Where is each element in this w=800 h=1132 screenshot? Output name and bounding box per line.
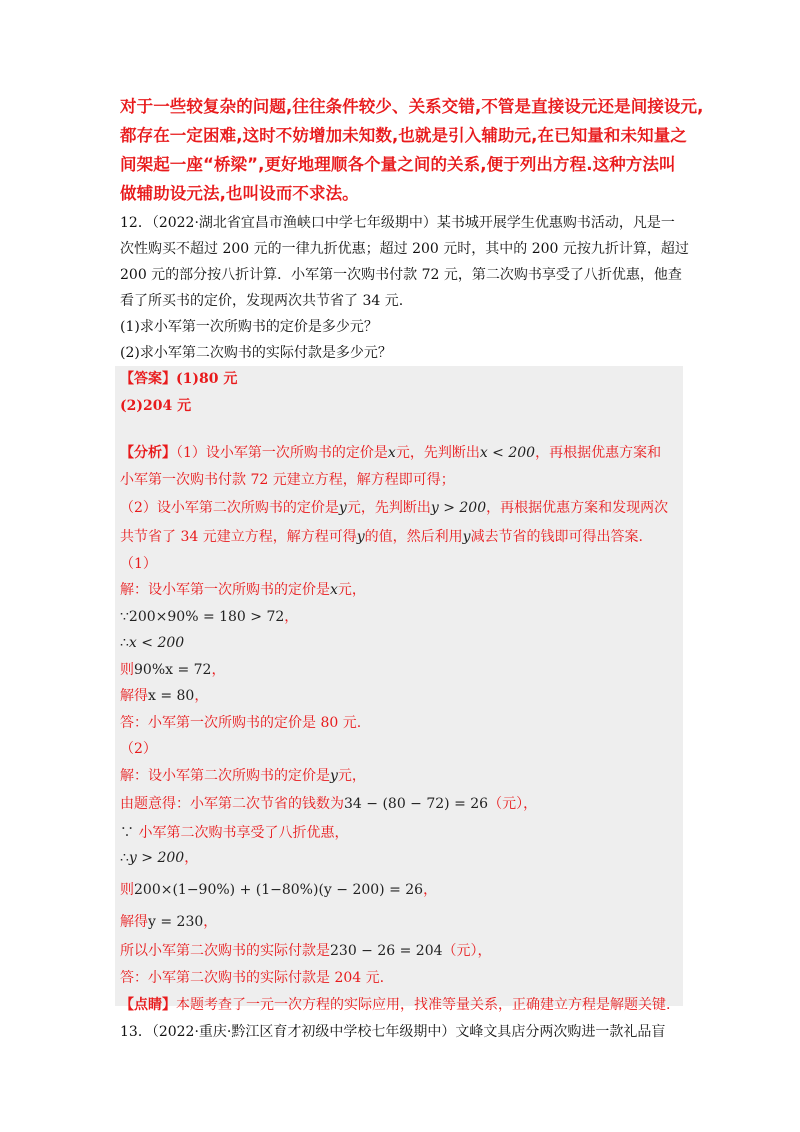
- math-var: x: [330, 582, 338, 598]
- analysis-text: 元，先判断出: [395, 445, 480, 461]
- solution-text: 解得: [120, 914, 148, 930]
- solution-text: 小军第二次购书享受了八折优惠，: [138, 825, 349, 841]
- math-var: y: [338, 500, 347, 516]
- solution-text: 解：设小军第一次所购书的定价是: [120, 582, 330, 598]
- intro-line: 都存在一定困难,这时不妨增加未知数,也就是引入辅助元,在已知量和未知量之: [120, 126, 687, 145]
- solution-text: ，: [423, 882, 438, 898]
- sol2-line-1: [120, 764, 366, 788]
- analysis-text: 减去节省的钱即可得出答案.: [470, 529, 644, 545]
- intro-line: 间架起一座“桥梁”,更好地理顺各个量之间的关系,便于列出方程.这种方法叫: [120, 155, 676, 174]
- analysis-text: （2）设小军第二次所购书的定价是: [120, 500, 339, 516]
- solution-text: ，: [203, 914, 218, 930]
- math-inequality: x < 200: [479, 445, 536, 461]
- sol2-line-3: [120, 821, 348, 845]
- sol2-heading: （2）: [120, 741, 157, 757]
- solution-text: 由题意得：小军第二次节省的钱数为: [120, 796, 344, 812]
- math-equation: y = 230: [148, 914, 204, 930]
- sol1-line-4: [120, 658, 225, 682]
- q12-line: 200 元的部分按八折计算．小军第一次购书付款 72 元，第二次购书享受了八折优惠，他查: [120, 267, 682, 283]
- sol2-line-4: [120, 846, 198, 870]
- q13-line: 13．（2022·重庆·黔江区育才初级中学校七年级期中）文峰文具店分两次购进一款礼品盲: [120, 1024, 666, 1040]
- solution-text: 元，: [337, 582, 366, 598]
- sol2-line-5: [120, 878, 437, 902]
- analysis-text: （1）设小军第一次所购书的定价是: [176, 445, 388, 461]
- analysis-text: 共节省了 34 元建立方程，解方程可得: [120, 529, 357, 545]
- q12-subquestion-1: (1)求小军第一次所购书的定价是多少元？: [120, 319, 378, 335]
- math-var: y: [356, 529, 365, 545]
- solution-text: ，: [284, 609, 299, 625]
- answer-2: (2)204 元: [120, 398, 192, 414]
- sol1-line-5: [120, 684, 208, 708]
- math-inequality: y > 200: [430, 500, 487, 516]
- sol1-line-1: [120, 578, 366, 602]
- answer-tag: 【答案】: [120, 371, 176, 387]
- analysis-line-4: [120, 525, 643, 549]
- q12-line: 次性购买不超过 200 元的一律九折优惠；超过 200 元时，其中的 200 元按九折计算，超过: [120, 241, 689, 257]
- math-inequality: x < 200: [128, 635, 185, 651]
- solution-text: ，: [211, 662, 226, 678]
- solution-text: 则: [120, 882, 134, 898]
- answer-line-1: [120, 367, 237, 391]
- comment-text: 本题考查了一元一次方程的实际应用，找准等量关系，正确建立方程是解题关键.: [176, 997, 671, 1013]
- solution-text: （元），: [442, 943, 492, 959]
- analysis-line-3: [120, 496, 668, 520]
- math-equation: 90%x = 72: [134, 662, 212, 678]
- because-symbol: ∵: [120, 609, 129, 625]
- intro-line: 做辅助设元法,也叫设而不求法。: [120, 184, 359, 203]
- comment-tag: 【点睛】: [120, 997, 176, 1013]
- q12-subquestion-2: (2)求小军第二次购书的实际付款是多少元？: [120, 345, 392, 361]
- math-var: x: [387, 445, 396, 461]
- solution-text: 则: [120, 662, 134, 678]
- therefore-symbol: ∴: [120, 850, 129, 866]
- solution-text: 解得: [120, 688, 148, 704]
- analysis-text: ，再根据优惠方案和发现两次: [486, 500, 669, 516]
- because-symbol: ∵: [120, 825, 134, 841]
- sol1-answer: 答：小军第一次所购书的定价是 80 元.: [120, 715, 362, 731]
- analysis-text: ，再根据优惠方案和: [535, 445, 662, 461]
- solution-text: 解：设小军第二次所购书的定价是: [120, 768, 330, 784]
- math-var: y: [330, 768, 338, 784]
- analysis-text: 元，先判断出: [346, 500, 431, 516]
- comment-line: [120, 993, 670, 1017]
- analysis-tag: 【分析】: [120, 445, 176, 461]
- analysis-line-1: [120, 441, 661, 465]
- sol1-heading: （1）: [120, 556, 157, 572]
- sol2-line-7: [120, 939, 492, 963]
- intro-paragraph: [120, 92, 704, 208]
- math-equation: 200×90% = 180 > 72: [128, 609, 285, 625]
- math-inequality: y > 200: [128, 850, 185, 866]
- analysis-line-2: 小军第一次购书付款 72 元建立方程，解方程即可得；: [120, 472, 455, 488]
- therefore-symbol: ∴: [120, 635, 129, 651]
- solution-text: 元，: [337, 768, 366, 784]
- solution-text: ，: [194, 688, 209, 704]
- math-equation: 34 − (80 − 72) = 26: [344, 796, 489, 812]
- sol1-line-3: [120, 631, 184, 655]
- sol2-answer: 答：小军第二次购书的实际付款是 204 元.: [120, 970, 385, 986]
- math-equation: x = 80: [148, 688, 195, 704]
- math-equation: 200×(1−90%) + (1−80%)(y − 200) = 26: [134, 882, 424, 898]
- sol2-line-2: [120, 792, 537, 816]
- q12-line: 看了所买书的定价，发现两次共节省了 34 元.: [120, 293, 404, 309]
- answer-line-2: [120, 394, 191, 418]
- sol1-line-2: [120, 605, 298, 629]
- sol2-line-6: [120, 910, 217, 934]
- solution-text: 所以小军第二次购书的实际付款是: [120, 943, 330, 959]
- solution-text: （元），: [488, 796, 538, 812]
- solution-text: ，: [184, 850, 199, 866]
- intro-line: 对于一些较复杂的问题,往往条件较少、关系交错,不管是直接设元还是间接设元,: [120, 97, 704, 116]
- analysis-text: 的值，然后利用: [364, 529, 463, 545]
- math-equation: 230 − 26 = 204: [330, 943, 443, 959]
- math-var: y: [462, 529, 471, 545]
- q12-line: 12．（2022·湖北省宜昌市渔峡口中学七年级期中）某书城开展学生优惠购书活动，凡是一: [120, 215, 675, 231]
- answer-1: (1)80 元: [176, 371, 238, 387]
